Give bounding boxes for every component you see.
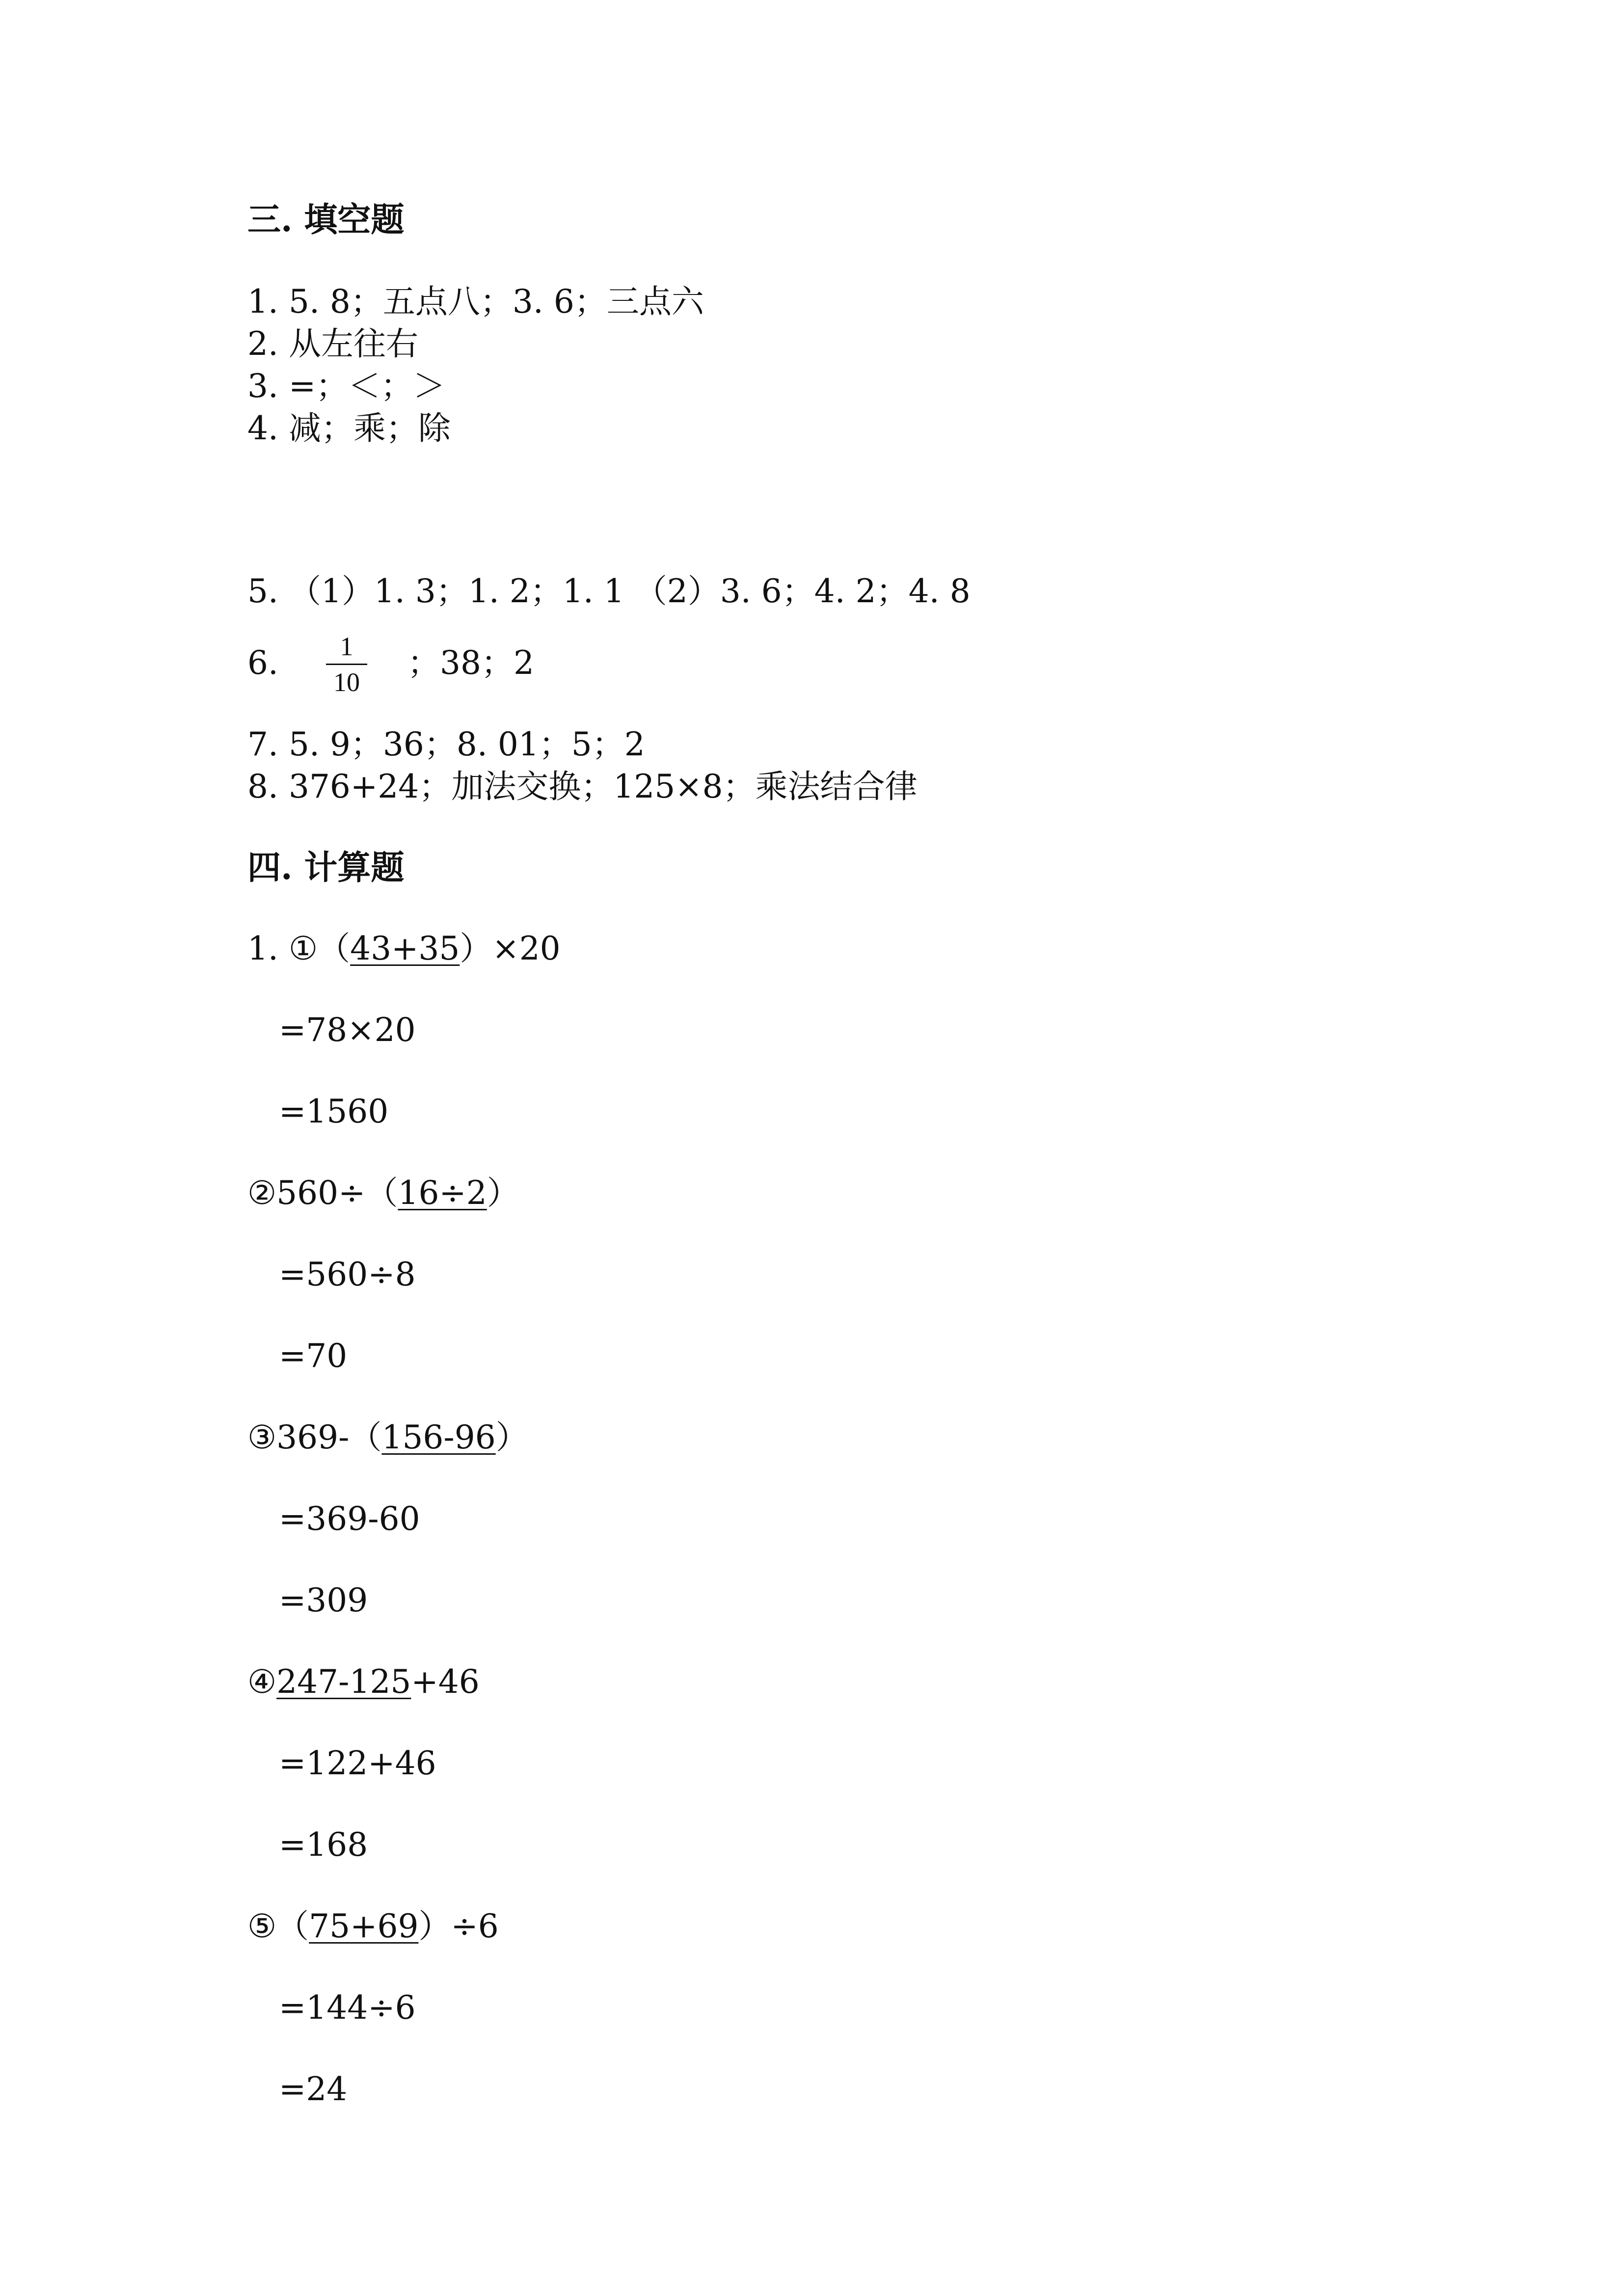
calc-2-prefix: ②560÷（ xyxy=(247,1174,398,1212)
calc-3-underlined: 156-96 xyxy=(381,1418,496,1456)
calc-5-step-1: =144÷6 xyxy=(279,1989,416,2027)
calc-4-prefix: ④ xyxy=(247,1663,277,1701)
fraction-numerator: 1 xyxy=(340,632,353,661)
answer-line-4: 4. 减；乘；除 xyxy=(247,409,451,447)
calc-3-expression xyxy=(247,1418,528,1456)
calc-5-underlined: 75+69 xyxy=(309,1907,419,1945)
answer-line-3: 3. =；＜；＞ xyxy=(247,367,446,405)
fraction-one-tenth xyxy=(326,633,367,695)
calc-4-expression xyxy=(247,1663,480,1701)
answer-line-8: 8. 376+24；加法交换；125×8；乘法结合律 xyxy=(247,768,918,805)
calc-3-step-2: =309 xyxy=(279,1581,368,1619)
calc-3-step-1: =369-60 xyxy=(279,1500,420,1538)
calc-2-underlined: 16÷2 xyxy=(398,1174,487,1212)
calc-2-step-2: =70 xyxy=(279,1337,348,1375)
answer-line-6-suffix: ；38；2 xyxy=(407,644,534,682)
calc-5-expression xyxy=(247,1907,499,1945)
calc-5-prefix: ⑤（ xyxy=(247,1907,309,1945)
calc-4-underlined: 247-125 xyxy=(276,1663,411,1701)
answer-line-2: 2. 从左往右 xyxy=(247,325,418,363)
calc-4-step-1: =122+46 xyxy=(279,1744,436,1782)
calc-2-step-1: =560÷8 xyxy=(279,1255,416,1293)
answer-line-5: 5. （1）1. 3；1. 2；1. 1 （2）3. 6；4. 2；4. 8 xyxy=(247,572,971,610)
calc-5-suffix: ）÷6 xyxy=(418,1907,499,1945)
calc-1-expression xyxy=(247,930,561,967)
calc-1-step-2: =1560 xyxy=(279,1093,389,1130)
answer-line-1: 1. 5. 8；五点八；3. 6；三点六 xyxy=(247,283,704,320)
calc-3-suffix: ） xyxy=(495,1418,528,1456)
calc-2-expression xyxy=(247,1174,519,1212)
answer-line-7: 7. 5. 9；36；8. 01；5；2 xyxy=(247,725,645,763)
calc-1-suffix: ）×20 xyxy=(460,930,561,967)
calc-1-step-1: =78×20 xyxy=(279,1011,416,1049)
calc-5-step-2: =24 xyxy=(279,2070,348,2108)
answer-line-6-prefix: 6. xyxy=(247,644,278,682)
calc-1-prefix: 1. ①（ xyxy=(247,930,351,967)
calc-4-step-2: =168 xyxy=(279,1826,368,1864)
section-3-title: 三. 填空题 xyxy=(247,200,405,240)
fraction-bar xyxy=(326,664,367,665)
fraction-denominator: 10 xyxy=(333,667,360,697)
calc-2-suffix: ） xyxy=(487,1174,519,1212)
calc-4-suffix: +46 xyxy=(411,1663,480,1701)
calc-1-underlined: 43+35 xyxy=(350,930,460,967)
calc-3-prefix: ③369-（ xyxy=(247,1418,382,1456)
section-4-title: 四. 计算题 xyxy=(247,848,405,887)
